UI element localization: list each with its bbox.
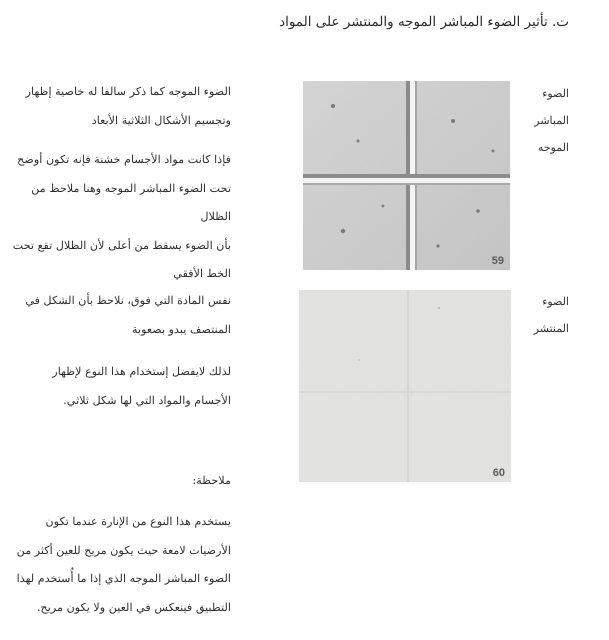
diffused-light-recommendation (7, 358, 231, 415)
label-line: الضوء (542, 87, 569, 100)
text-line: الأرضيات لامعة حيث يكون مريح للعين أكثر من (16, 543, 231, 557)
text-line: الخط الأفقي (173, 267, 231, 280)
text-line: الضوء المباشر الموجه الذي إذا ما أُستخدم لهذا (16, 572, 231, 585)
figure-number: 60 (492, 467, 505, 479)
text-line: الضوء الموجه كما ذكر سالفا له خاصية إظهار (25, 85, 231, 98)
text-line: الأجسام والمواد التي لها شكل ثلاثي. (63, 393, 231, 407)
text-line: تحت الضوء المباشر الموجه وهنا ملاحظ من الظلال (31, 181, 231, 223)
figure-number: 59 (491, 255, 504, 267)
text-line: المنتصف يبدو بصعوبة (132, 322, 231, 336)
page-title: ت. تأثير الضوء المباشر الموجه والمنتشر على المواد (279, 14, 569, 30)
figure-59-textured-wall-photo (303, 81, 510, 270)
section-label-diffused-light (509, 288, 569, 342)
label-line: الضوء (542, 295, 569, 308)
text-line: نفس المادة التي فوق، نلاحظ بأن الشكل في (25, 294, 231, 307)
text-line: وتجسيم الأشكال الثلاثية الأبعاد (91, 113, 231, 127)
label-line: المنتشر (533, 322, 569, 335)
directed-light-description (7, 78, 231, 135)
text-line: يستخدم هذا النوع من الإنارة عندما تكون (45, 515, 231, 528)
note-heading: ملاحظة: (192, 474, 231, 487)
textured-wall-image (303, 81, 510, 270)
text-line: بأن الضوء يسقط من أعلى لأن الظلال تقع تحت (12, 238, 231, 252)
note-text (7, 508, 231, 622)
text-line: فإذا كانت مواد الأجسام خشنة فإنه تكون أوضح (17, 153, 231, 166)
text-line: التطبيق فينعكس في العين ولا يكون مريح. (36, 600, 231, 614)
text-line: لذلك لايفضل إستخدام هذا النوع لإظهار (52, 365, 231, 378)
section-label-directed-light (509, 80, 569, 161)
directed-light-rough-material-text (7, 146, 231, 289)
label-line: الموجه (537, 141, 569, 154)
label-line: المباشر (534, 114, 569, 127)
figure-60-flat-wall-photo (299, 290, 511, 482)
diffused-light-description (7, 287, 231, 344)
flat-wall-image (299, 290, 511, 482)
